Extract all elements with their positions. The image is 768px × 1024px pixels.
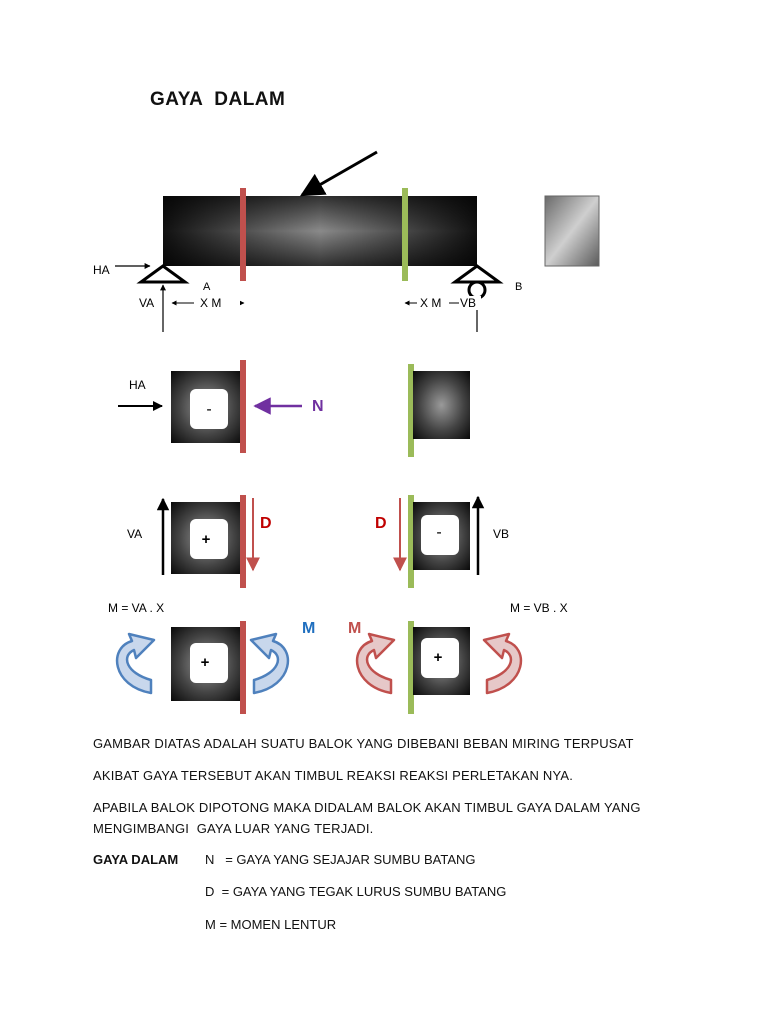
page-title: GAYA DALAM	[150, 89, 286, 110]
main-beam	[163, 196, 477, 266]
description-paragraph-4: MENGIMBANGI GAYA LUAR YANG TERJADI.	[93, 821, 374, 836]
m-right-formula: M = VB . X	[510, 601, 568, 615]
moment-curl-right-icon	[484, 634, 521, 693]
ha-label: HA	[93, 263, 110, 277]
d-label-left: D	[260, 515, 272, 532]
va-label: VA	[139, 296, 155, 310]
ha-label-n: HA	[129, 378, 146, 392]
m-label-left: M	[302, 620, 316, 637]
description-paragraph-1: GAMBAR DIATAS ADALAH SUATU BALOK YANG DIBEBANI BEBAN MIRING TERPUSAT	[93, 736, 634, 751]
roller-support-b	[455, 266, 499, 282]
cut-line-right	[402, 188, 408, 281]
xm-right-label: X M	[420, 296, 442, 310]
segment-right-n	[413, 371, 470, 439]
m-left-formula: M = VA . X	[108, 601, 165, 615]
cross-section	[545, 196, 599, 266]
cut-line-left	[240, 188, 246, 281]
sign-plus-d: +	[201, 531, 211, 548]
m-label-right: M	[348, 620, 362, 637]
definitions-label: GAYA DALAM	[93, 852, 179, 867]
support-a-label: A	[203, 281, 211, 293]
d-label-right: D	[375, 515, 387, 532]
pin-support-a	[141, 266, 185, 282]
definition-n: N = GAYA YANG SEJAJAR SUMBU BATANG	[205, 852, 476, 867]
cut-left-d	[240, 495, 246, 588]
definition-m: M = MOMEN LENTUR	[205, 917, 337, 932]
cut-left-m	[240, 621, 246, 714]
cut-left-n	[240, 360, 246, 453]
description-paragraph-3: APABILA BALOK DIPOTONG MAKA DIDALAM BALOK AKAN TIMBUL GAYA DALAM YANG	[93, 800, 641, 815]
xm-left-label: X M	[200, 296, 222, 310]
sign-plus-m-right: +	[433, 649, 443, 666]
vb-label: VB	[460, 296, 477, 310]
moment-curl-right-inner-icon	[357, 634, 394, 693]
sign-plus-m-left: +	[200, 654, 210, 671]
moment-curl-left-icon	[117, 634, 154, 693]
description-paragraph-2: AKIBAT GAYA TERSEBUT AKAN TIMBUL REAKSI REAKSI PERLETAKAN NYA.	[93, 768, 574, 783]
va-label-d: VA	[127, 527, 143, 541]
moment-curl-left-inner-icon	[251, 634, 288, 693]
sign-minus-d: -	[436, 524, 442, 541]
sign-minus-n: -	[206, 401, 212, 418]
support-b-label: B	[515, 281, 523, 293]
vb-label-d: VB	[493, 527, 510, 541]
n-label: N	[312, 398, 324, 415]
inclined-load-arrow	[302, 152, 377, 195]
definition-d: D = GAYA YANG TEGAK LURUS SUMBU BATANG	[205, 884, 507, 899]
